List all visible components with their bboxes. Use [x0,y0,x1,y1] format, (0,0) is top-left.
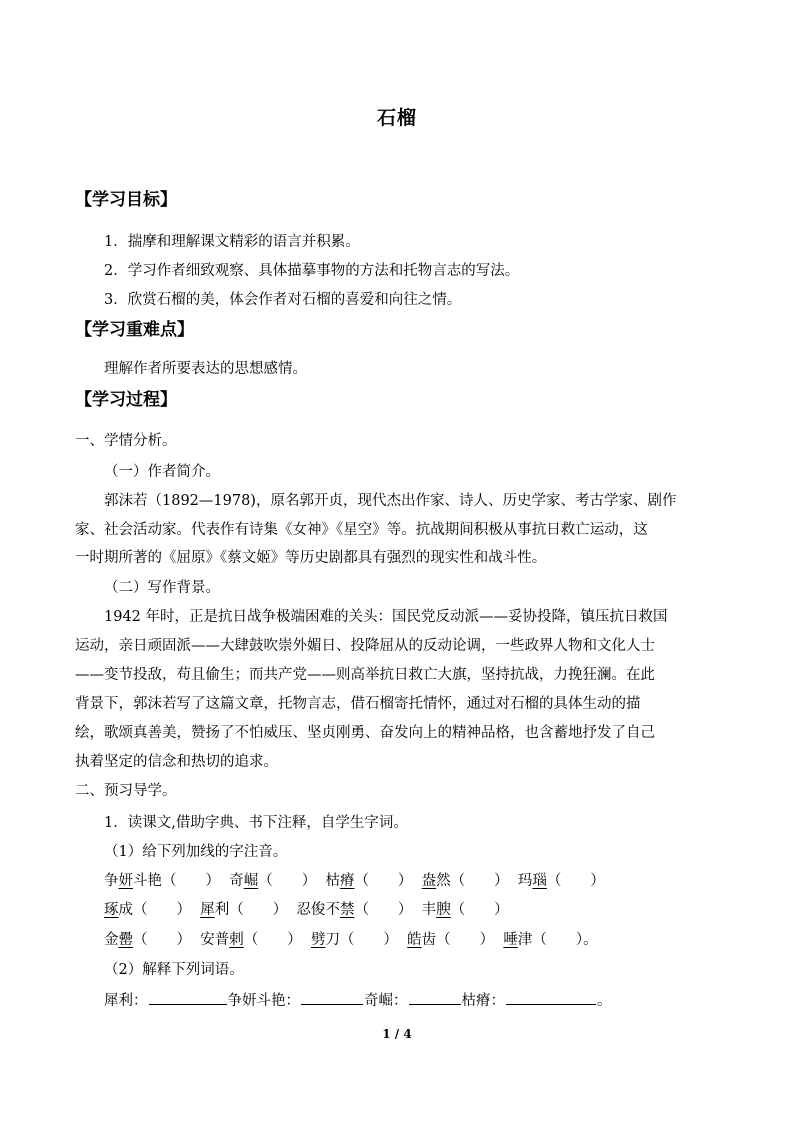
question-pinyin: （1）给下列加线的字注音。 [104,844,288,860]
pinyin-item: 玛瑙（ ） [517,873,605,889]
part-heading-preview: 二、预习导学。 [75,783,177,799]
page-title: 石榴 [376,107,417,129]
pinyin-item: 犀利（ ） [200,902,288,918]
background-paragraph-line: 绘，歌颂真善美，赞扬了不怕威压、坚贞刚勇、奋发向上的精神品格，也含蓄地抒发了自己 [75,725,655,741]
objective-item: 3．欣赏石榴的美，体会作者对石榴的喜爱和向往之情。 [104,292,462,308]
pinyin-row [104,900,509,920]
term-label: 。 [597,993,612,1009]
question-definitions: （2）解释下列词语。 [104,962,244,978]
key-point-text: 理解作者所要表达的思想感情。 [104,361,307,377]
pinyin-item: 枯瘠（ ） [325,873,413,889]
pinyin-item: 争妍斗艳（ ） [104,873,220,889]
pinyin-item: 丰腴（ ） [421,902,509,918]
pinyin-row [104,871,605,891]
objective-item: 1．揣摩和理解课文精彩的语言并积累。 [104,234,360,250]
pinyin-item: 奇崛（ ） [229,873,317,889]
answer-blank[interactable] [409,990,461,1005]
task-instruction: 1．读课文,借助字典、书下注释，自学生字词。 [104,815,408,831]
background-paragraph-line: 运动，亲日顽固派——大肆鼓吹崇外媚日、投降屈从的反动论调，一些政界人物和文化人士 [75,638,655,654]
background-paragraph-line: 背景下，郭沫若写了这篇文章，托物言志，借石榴寄托情怀，通过对石榴的具体生动的描 [75,696,641,712]
background-paragraph-line: 执着坚定的信念和热切的追求。 [75,754,278,770]
background-paragraph-line: ——变节投敌，苟且偷生；而共产党——则高举抗日救亡大旗，坚持抗战，力挽狂澜。在此 [75,667,655,683]
section-heading-key-points: 【学习重难点】 [75,320,194,340]
page-number: 1 / 4 [382,1027,412,1041]
pinyin-row [104,930,598,950]
part-heading-analysis: 一、学情分析。 [75,433,177,449]
objective-item: 2．学习作者细致观察、具体描摹事物的方法和托物言志的写法。 [104,263,520,279]
term-label: 奇崛： [364,993,408,1009]
pinyin-item: 唾津（ ）。 [503,932,598,948]
pinyin-item: 劈刀（ ） [310,932,398,948]
pinyin-item: 金罍（ ） [104,932,191,948]
pinyin-item: 皓齿（ ） [407,932,495,948]
author-paragraph-line: 一时期所著的《屈原》《蔡文姬》等历史剧都具有强烈的现实性和战斗性。 [75,550,547,566]
section-heading-objectives: 【学习目标】 [75,190,177,210]
section-heading-process: 【学习过程】 [75,390,177,410]
answer-blank[interactable] [301,990,363,1005]
pinyin-item: 盎然（ ） [421,873,509,889]
term-label: 犀利： [104,993,148,1009]
background-paragraph-line: 1942 年时，正是抗日战争极端困难的关头：国民党反动派——妥协投降，镇压抗日救国 [104,609,668,625]
author-paragraph-line: 家、社会活动家。代表作有诗集《女神》《星空》等。抗战期间积极从事抗日救亡运动，这 [75,522,648,538]
pinyin-item: 琢成（ ） [104,902,191,918]
definition-row [104,990,612,1011]
answer-blank[interactable] [506,990,596,1005]
pinyin-item: 忍俊不禁（ ） [296,902,413,918]
term-label: 争妍斗艳： [227,993,300,1009]
author-paragraph-line: 郭沫若（1892—1978)，原名郭开贞，现代杰出作家、诗人、历史学家、考古学家、剧作 [104,493,677,509]
term-label: 枯瘠： [461,993,505,1009]
pinyin-item: 安普剌（ ） [200,932,302,948]
answer-blank[interactable] [149,990,227,1005]
subheading-background: （二）写作背景。 [104,580,220,596]
subheading-author: （一）作者简介。 [104,464,220,480]
